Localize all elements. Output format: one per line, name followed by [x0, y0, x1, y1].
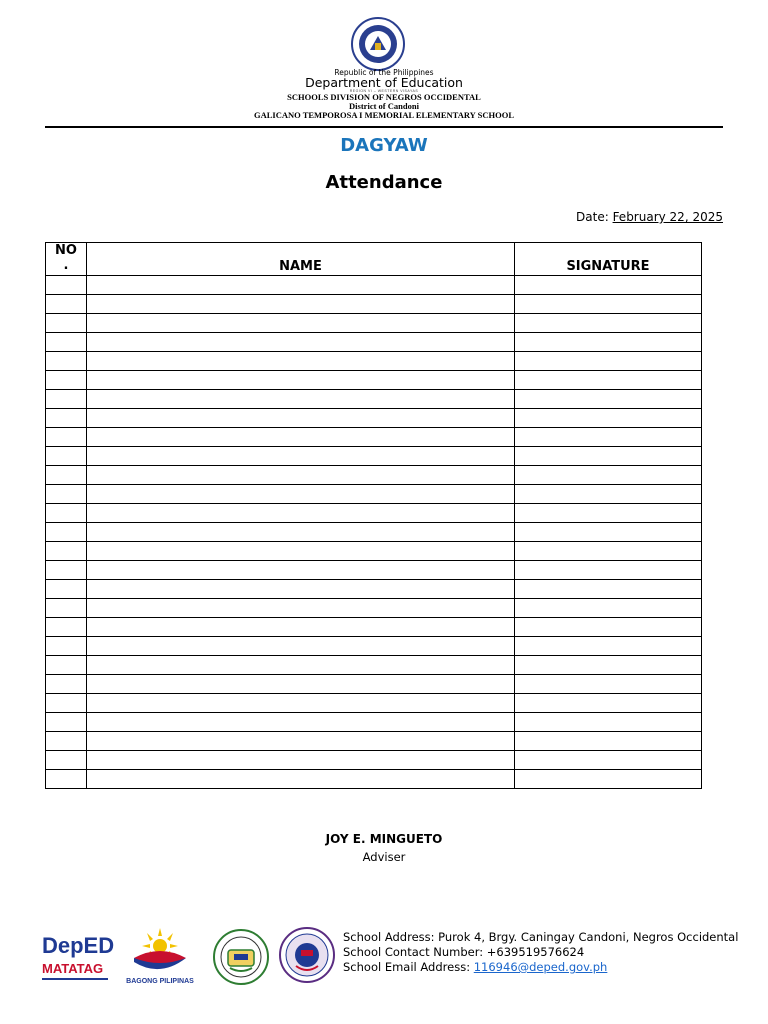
cell-no[interactable]	[46, 295, 87, 314]
cell-no[interactable]	[46, 447, 87, 466]
column-header-name: NAME	[87, 243, 515, 276]
cell-signature[interactable]	[515, 751, 702, 770]
table-header-row	[46, 243, 702, 276]
cell-no[interactable]	[46, 770, 87, 789]
cell-name[interactable]	[87, 314, 515, 333]
cell-name[interactable]	[87, 561, 515, 580]
bagong-pilipinas-text: BAGONG PILIPINAS	[126, 978, 194, 985]
date-label: Date:	[576, 210, 613, 224]
cell-name[interactable]	[87, 694, 515, 713]
column-header-signature: SIGNATURE	[515, 243, 702, 276]
table-row	[46, 599, 702, 618]
cell-signature[interactable]	[515, 276, 702, 295]
cell-no[interactable]	[46, 390, 87, 409]
department-name: Department of Education	[305, 75, 463, 90]
cell-signature[interactable]	[515, 770, 702, 789]
district-name: District of Candoni	[349, 101, 419, 111]
cell-signature[interactable]	[515, 523, 702, 542]
cell-no[interactable]	[46, 656, 87, 675]
date-line	[576, 210, 723, 224]
cell-signature[interactable]	[515, 504, 702, 523]
cell-name[interactable]	[87, 390, 515, 409]
cell-signature[interactable]	[515, 732, 702, 751]
column-header-no-line1: NO	[55, 243, 77, 258]
republic-label: Republic of the Philippines	[334, 68, 434, 77]
cell-name[interactable]	[87, 276, 515, 295]
cell-name[interactable]	[87, 637, 515, 656]
cell-no[interactable]	[46, 314, 87, 333]
cell-no[interactable]	[46, 561, 87, 580]
cell-signature[interactable]	[515, 390, 702, 409]
cell-no[interactable]	[46, 580, 87, 599]
division-name: SCHOOLS DIVISION OF NEGROS OCCIDENTAL	[287, 92, 481, 102]
table-row	[46, 447, 702, 466]
table-row	[46, 694, 702, 713]
table-row	[46, 637, 702, 656]
cell-no[interactable]	[46, 428, 87, 447]
school-address: School Address: Purok 4, Brgy. Caningay Candoni, Negros Occidental	[343, 930, 739, 944]
cell-no[interactable]	[46, 352, 87, 371]
cell-signature[interactable]	[515, 466, 702, 485]
matatag-logo-text: MATATAG	[42, 961, 104, 976]
adviser-role: Adviser	[362, 850, 406, 864]
cell-signature[interactable]	[515, 713, 702, 732]
cell-no[interactable]	[46, 542, 87, 561]
table-row	[46, 428, 702, 447]
school-seal-icon	[278, 926, 336, 984]
cell-name[interactable]	[87, 751, 515, 770]
cell-name[interactable]	[87, 713, 515, 732]
cell-name[interactable]	[87, 333, 515, 352]
cell-no[interactable]	[46, 713, 87, 732]
school-name: GALICANO TEMPOROSA I MEMORIAL ELEMENTARY SCHOOL	[253, 110, 514, 120]
attendance-table	[45, 242, 702, 789]
school-contact-number: School Contact Number: +639519576624	[343, 945, 585, 959]
cell-name[interactable]	[87, 656, 515, 675]
column-header-no	[46, 243, 87, 276]
cell-signature[interactable]	[515, 333, 702, 352]
cell-no[interactable]	[46, 694, 87, 713]
cell-no[interactable]	[46, 751, 87, 770]
cell-no[interactable]	[46, 523, 87, 542]
table-row	[46, 485, 702, 504]
division-seal-icon	[212, 928, 270, 986]
deped-matatag-logo-icon	[40, 925, 114, 985]
cell-name[interactable]	[87, 618, 515, 637]
cell-signature[interactable]	[515, 637, 702, 656]
cell-name[interactable]	[87, 523, 515, 542]
cell-no[interactable]	[46, 409, 87, 428]
cell-name[interactable]	[87, 466, 515, 485]
cell-no[interactable]	[46, 732, 87, 751]
cell-signature[interactable]	[515, 371, 702, 390]
table-row	[46, 352, 702, 371]
table-row	[46, 276, 702, 295]
cell-name[interactable]	[87, 675, 515, 694]
cell-signature[interactable]	[515, 618, 702, 637]
cell-name[interactable]	[87, 447, 515, 466]
cell-name[interactable]	[87, 542, 515, 561]
cell-no[interactable]	[46, 504, 87, 523]
table-row	[46, 390, 702, 409]
cell-signature[interactable]	[515, 447, 702, 466]
school-email-link[interactable]: 116946@deped.gov.ph	[473, 960, 608, 974]
cell-signature[interactable]	[515, 542, 702, 561]
cell-no[interactable]	[46, 276, 87, 295]
adviser-name: JOY E. MINGUETO	[325, 832, 443, 846]
page-title: DAGYAW	[340, 135, 428, 156]
table-row	[46, 542, 702, 561]
table-row	[46, 618, 702, 637]
cell-name[interactable]	[87, 599, 515, 618]
cell-signature[interactable]	[515, 409, 702, 428]
cell-signature[interactable]	[515, 656, 702, 675]
cell-signature[interactable]	[515, 485, 702, 504]
school-email-label: School Email Address:	[343, 960, 474, 974]
cell-signature[interactable]	[515, 580, 702, 599]
cell-no[interactable]	[46, 599, 87, 618]
region-tagline: REGION VI – WESTERN VISAYAS	[349, 89, 419, 93]
bagong-pilipinas-logo-icon	[120, 922, 200, 986]
page-subtitle: Attendance	[325, 172, 443, 193]
table-row	[46, 523, 702, 542]
deped-seal-icon	[350, 16, 406, 72]
cell-signature[interactable]	[515, 314, 702, 333]
cell-name[interactable]	[87, 770, 515, 789]
table-row	[46, 371, 702, 390]
cell-name[interactable]	[87, 504, 515, 523]
cell-name[interactable]	[87, 295, 515, 314]
cell-no[interactable]	[46, 485, 87, 504]
date-value: February 22, 2025	[612, 210, 723, 224]
header-divider	[45, 126, 723, 128]
table-row	[46, 770, 702, 789]
column-header-no-line2: .	[63, 258, 69, 273]
table-row	[46, 580, 702, 599]
cell-signature[interactable]	[515, 694, 702, 713]
cell-name[interactable]	[87, 371, 515, 390]
table-row	[46, 466, 702, 485]
school-contact-block	[343, 930, 738, 975]
cell-name[interactable]	[87, 732, 515, 751]
cell-no[interactable]	[46, 333, 87, 352]
table-row	[46, 409, 702, 428]
table-body	[46, 276, 702, 789]
table-row	[46, 675, 702, 694]
cell-name[interactable]	[87, 485, 515, 504]
cell-no[interactable]	[46, 371, 87, 390]
cell-no[interactable]	[46, 618, 87, 637]
table-row	[46, 713, 702, 732]
cell-name[interactable]	[87, 409, 515, 428]
cell-name[interactable]	[87, 352, 515, 371]
cell-signature[interactable]	[515, 295, 702, 314]
table-row	[46, 504, 702, 523]
table-row	[46, 751, 702, 770]
cell-name[interactable]	[87, 580, 515, 599]
cell-signature[interactable]	[515, 352, 702, 371]
table-row	[46, 732, 702, 751]
cell-no[interactable]	[46, 675, 87, 694]
cell-signature[interactable]	[515, 675, 702, 694]
deped-logo-text: DepED	[42, 933, 114, 958]
cell-no[interactable]	[46, 466, 87, 485]
school-email-line	[343, 960, 738, 975]
cell-name[interactable]	[87, 428, 515, 447]
table-row	[46, 295, 702, 314]
cell-signature[interactable]	[515, 428, 702, 447]
cell-no[interactable]	[46, 637, 87, 656]
table-row	[46, 333, 702, 352]
table-row	[46, 314, 702, 333]
cell-signature[interactable]	[515, 561, 702, 580]
table-row	[46, 561, 702, 580]
table-row	[46, 656, 702, 675]
cell-signature[interactable]	[515, 599, 702, 618]
